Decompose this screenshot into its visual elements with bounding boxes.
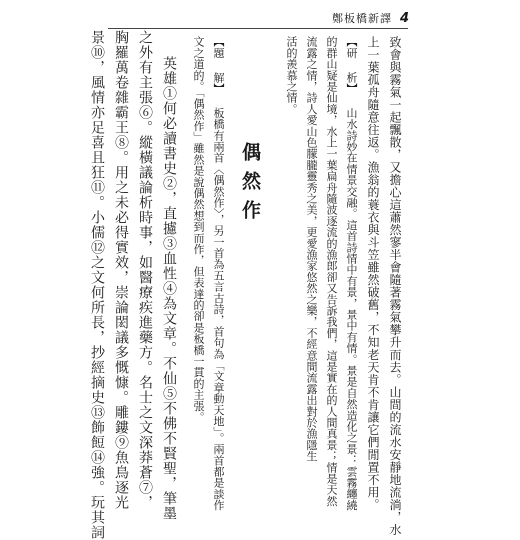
research-line-4: 活的羨慕之情。 [285, 36, 298, 115]
page-number: 4 [399, 11, 410, 26]
verse-line-3: 胸羅萬卷雜霸王⑧。用之未必得實效，崇論閎議多慨慷。雕鏤⑨魚鳥逐光 [113, 30, 129, 510]
research-line-1: 【研 析】 山水詩妙在情景交融。這首詩情中有景，景中有情。景是自然造化之景：雲霧纏繞 [345, 36, 358, 511]
running-title: 鄭板橋新譯 [331, 12, 392, 25]
intro-line-2: 文之道的。「偶然作」雖然是說偶然想到而作，但表達的卻是板橋一貫的主張。 [192, 36, 205, 423]
poem-title: 偶然作 [239, 142, 261, 229]
verse-line-1: 英雄①何必讀書史②，直攄③血性④為文章。不仙⑤不佛不賢聖，筆墨 [161, 56, 177, 521]
running-header [332, 10, 410, 26]
header-rule [108, 28, 408, 29]
body-line-2: 上一葉孤舟隨意往返。漁翁的蓑衣與斗笠雖然破舊，不知老天肯不肯讓它們閒置不用。 [366, 36, 380, 511]
research-line-3: 流露之情，詩人愛山色朦朧靈秀之美，更愛漁家悠然之樂，不經意間流露出對於漁隱生 [305, 36, 318, 462]
intro-line-1: 【題 解】 板橋有兩首〈偶然作〉，另一首為五言古詩，首句為「文章動天地」。兩首都是談作 [212, 36, 225, 511]
verse-line-2: 之外有主張⑥。縱橫議論析時事，如醫療疾進藥方。名士之文深莽蒼⑦， [137, 30, 153, 510]
research-line-2: 的群山疑是仙境，水上一葉扁舟隨波逐流的漁郎卻又告訴我們，這是實在的人間真景；情是天然 [325, 36, 338, 507]
body-line-1: 致會與霧氣一起飄散，又擔心這蕭然寥半會隨著霧氣攀升而去。山間的流水安靜地流淌，水 [388, 36, 402, 536]
verse-line-4: 景⑩，風情亦足喜且狂⑪。小儒⑫之文何所長，抄經摘史⑬飾餖⑭強。玩其詞 [89, 30, 105, 540]
